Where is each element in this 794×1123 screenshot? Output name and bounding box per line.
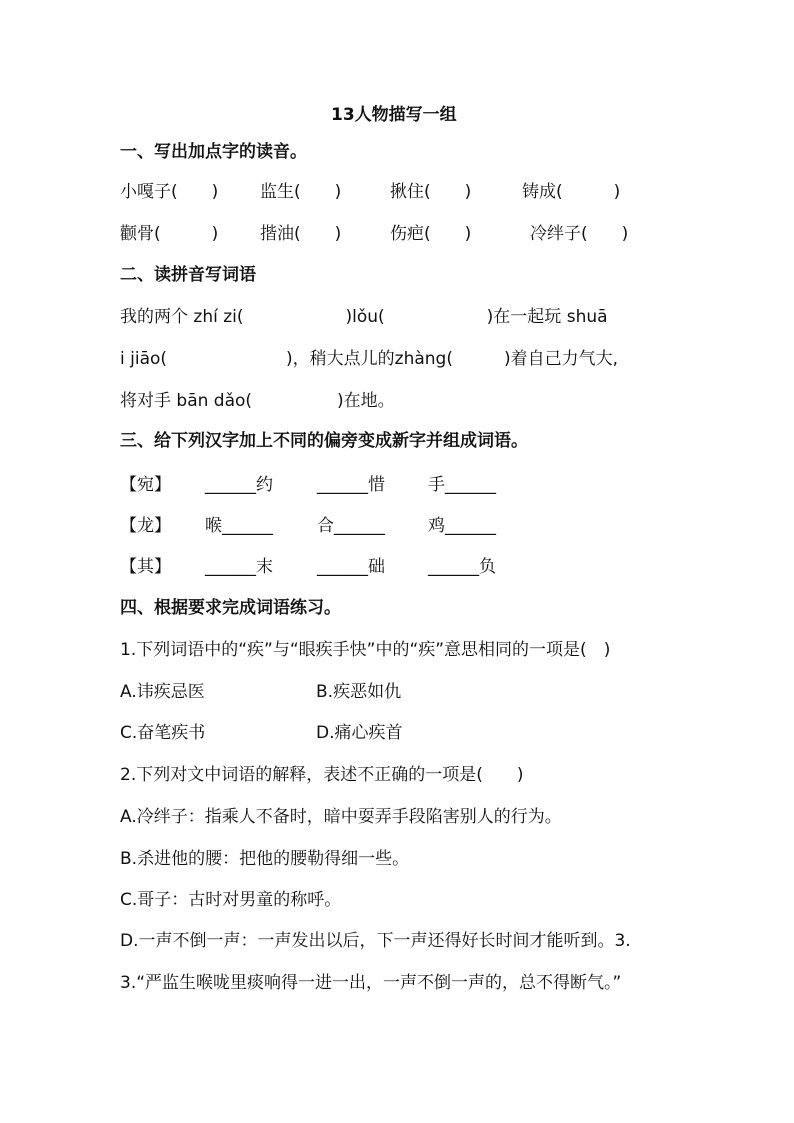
radical-blank: ______负 [428,557,496,577]
radical-label: 【龙】 [120,516,171,536]
radical-blank: 手______ [428,475,496,495]
section3-heading: 三、给下列汉字加上不同的偏旁变成新字并组成词语。 [120,431,528,451]
radical-blank: ______惜 [317,475,385,495]
fill-in-line: i jiāo( )，稍大点儿的zhàng( )着自己力气大, [120,349,619,369]
section1-heading: 一、写出加点字的读音。 [120,142,307,162]
pinyin-item: 铸成( ) [522,182,621,202]
option-item: B.杀进他的腰：把他的腰勒得细一些。 [120,849,410,869]
pinyin-item: 揪住( ) [390,182,472,202]
fill-in-line: 将对手 bān dǎo( )在地。 [120,391,395,411]
radical-blank: 喉______ [205,516,273,536]
question-1: 1.下列词语中的“疾”与“眼疾手快”中的“疾”意思相同的一项是( ) [120,640,611,660]
fill-in-line: 我的两个 zhí zi( )lǒu( )在一起玩 shuā [120,307,608,327]
radical-blank: 合______ [317,516,385,536]
pinyin-item: 揩油( ) [260,224,342,244]
option-item: A.讳疾忌医 [120,682,205,702]
option-item: C.奋笔疾书 [120,723,206,743]
radical-label: 【宛】 [120,475,171,495]
option-item: A.冷绊子：指乘人不备时，暗中耍弄手段陷害别人的行为。 [120,807,562,827]
option-item: D.痛心疾首 [316,723,403,743]
pinyin-item: 冷绊子( ) [530,224,629,244]
option-item: C.哥子：古时对男童的称呼。 [120,890,342,910]
option-item: D.一声不倒一声：一声发出以后，下一声还得好长时间才能听到。3. [120,931,631,951]
option-item: B.疾恶如仇 [316,682,402,702]
radical-blank: ______础 [317,557,385,577]
pinyin-item: 颧骨( ) [120,224,219,244]
pinyin-item: 小嘎子( ) [120,182,219,202]
question-3: 3.“严监生喉咙里痰响得一进一出，一声不倒一声的，总不得断气。” [120,973,622,993]
radical-label: 【其】 [120,557,171,577]
radical-blank: ______末 [205,557,273,577]
section4-heading: 四、根据要求完成词语练习。 [120,598,341,618]
pinyin-item: 监生( ) [260,182,342,202]
radical-blank: 鸡______ [428,516,496,536]
radical-blank: ______约 [205,475,273,495]
section2-heading: 二、读拼音写词语 [120,265,256,285]
question-2: 2.下列对文中词语的解释，表述不正确的一项是( ) [120,765,524,785]
page-title: 13人物描写一组 [331,105,457,125]
pinyin-item: 伤疤( ) [390,224,472,244]
